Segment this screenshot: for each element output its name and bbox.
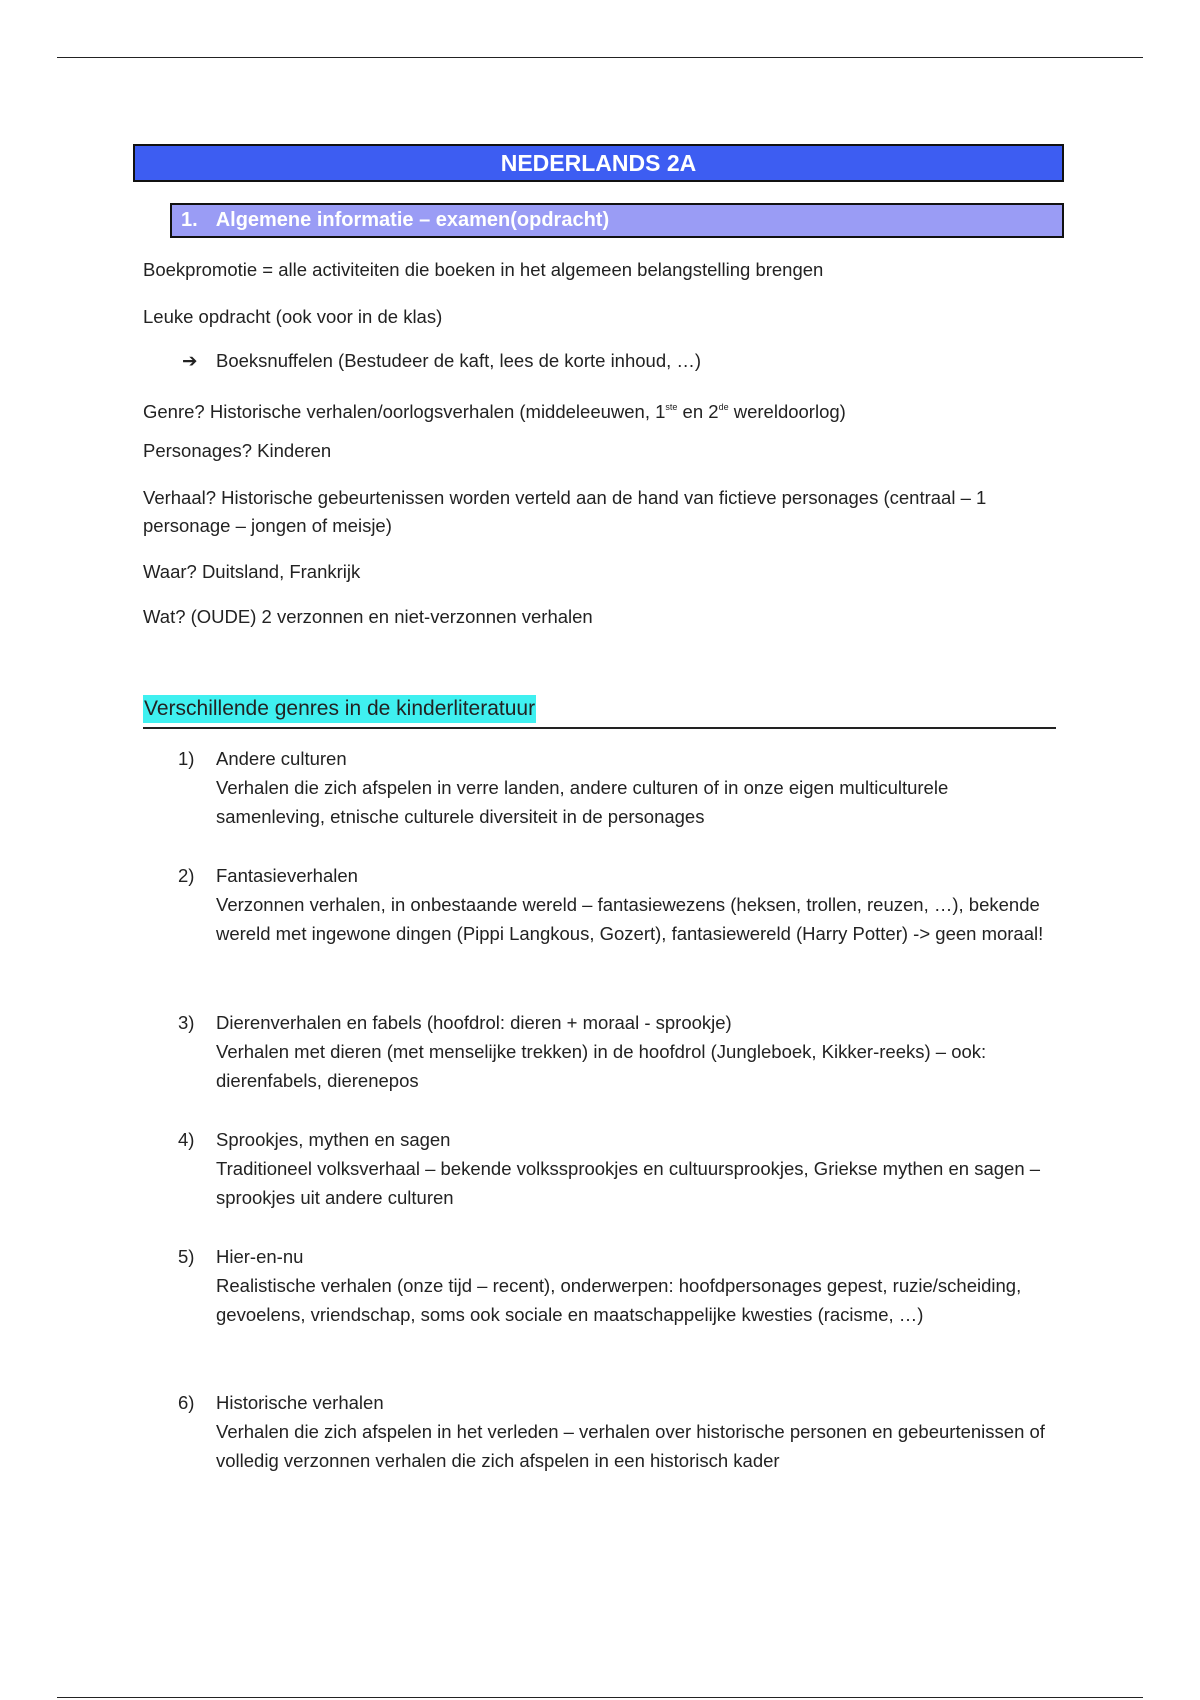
genre-item xyxy=(178,744,1058,831)
genre-number: 6) xyxy=(178,1392,195,1413)
genre-number: 2) xyxy=(178,865,195,886)
genre-item xyxy=(178,1008,1058,1095)
genre-description: Verzonnen verhalen, in onbestaande wereld – fantasiewezens (heksen, trollen, reuzen, …), bekende wereld met ingewone dingen (Pippi Langkous, Gozert), fantasiewereld (Harry Potter) -> geen moraal! xyxy=(216,894,1044,944)
paragraph-waar: Waar? Duitsland, Frankrijk xyxy=(143,561,361,582)
genre-item xyxy=(178,1125,1058,1212)
genre-superscript-1: ste xyxy=(665,402,678,412)
genre-item xyxy=(178,861,1058,948)
genre-number: 4) xyxy=(178,1129,195,1150)
section-number: 1. xyxy=(181,209,198,231)
paragraph-wat: Wat? (OUDE) 2 verzonnen en niet-verzonnen verhalen xyxy=(143,606,593,627)
genre-number: 5) xyxy=(178,1246,195,1267)
genre-description: Realistische verhalen (onze tijd – recent), onderwerpen: hoofdpersonages gepest, ruzie/scheiding, gevoelens, vriendschap, soms ook sociale en maatschappelijke kwesties (racisme, …) xyxy=(216,1275,1022,1325)
genre-title: Fantasieverhalen xyxy=(216,865,358,886)
paragraph-leuke-opdracht: Leuke opdracht (ook voor in de klas) xyxy=(143,306,443,327)
paragraph-verhaal: Verhaal? Historische gebeurtenissen worden verteld aan de hand van fictieve personages (centraal – 1 personage – jongen of meisje) xyxy=(143,487,987,536)
document-title xyxy=(133,144,1064,182)
paragraph-personages: Personages? Kinderen xyxy=(143,440,332,461)
genre-item xyxy=(178,1242,1058,1329)
genre-superscript-2: de xyxy=(718,402,729,412)
genre-title: Hier-en-nu xyxy=(216,1246,304,1267)
genre-description: Verhalen die zich afspelen in verre landen, andere culturen of in onze eigen multiculturele samenleving, etnische culturele diversiteit in de personages xyxy=(216,777,949,827)
document-title-text: NEDERLANDS 2A xyxy=(500,149,697,176)
arrow-icon: ➔ xyxy=(182,350,198,371)
section-heading xyxy=(170,203,1064,238)
genre-title: Andere culturen xyxy=(216,748,347,769)
genre-title: Sprookjes, mythen en sagen xyxy=(216,1129,451,1150)
genre-text-suffix: wereldoorlog) xyxy=(728,401,846,422)
arrow-bullet-text: Boeksnuffelen (Bestudeer de kaft, lees de korte inhoud, …) xyxy=(216,350,702,371)
genre-title: Historische verhalen xyxy=(216,1392,384,1413)
genre-item xyxy=(178,1388,1058,1475)
page-bottom-rule xyxy=(57,1697,1143,1698)
genre-description: Traditioneel volksverhaal – bekende volkssprookjes en cultuursprookjes, Griekse mythen en sagen – sprookjes uit andere culturen xyxy=(216,1158,1041,1208)
genre-number: 1) xyxy=(178,748,195,769)
genres-heading: Verschillende genres in de kinderliteratuur xyxy=(143,695,536,723)
genre-description: Verhalen die zich afspelen in het verleden – verhalen over historische personen en gebeurtenissen of volledig verzonnen verhalen die zich afspelen in een historisch kader xyxy=(216,1421,1045,1471)
genre-number: 3) xyxy=(178,1012,195,1033)
paragraph-boekpromotie: Boekpromotie = alle activiteiten die boeken in het algemeen belangstelling brengen xyxy=(143,259,824,280)
page-top-rule xyxy=(57,57,1143,58)
section-title: Algemene informatie – examen(opdracht) xyxy=(215,209,610,231)
paragraph-genre xyxy=(143,393,846,426)
genre-description: Verhalen met dieren (met menselijke trekken) in de hoofdrol (Jungleboek, Kikker-reeks) – ook: dierenfabels, dierenepos xyxy=(216,1041,987,1091)
genres-heading-rule xyxy=(143,727,1056,729)
genre-text-prefix: Genre? Historische verhalen/oorlogsverhalen (middeleeuwen, 1 xyxy=(143,401,666,422)
arrow-bullet xyxy=(182,347,701,375)
genre-text-mid: en 2 xyxy=(677,401,719,422)
genre-title: Dierenverhalen en fabels (hoofdrol: dieren + moraal - sprookje) xyxy=(216,1012,732,1033)
